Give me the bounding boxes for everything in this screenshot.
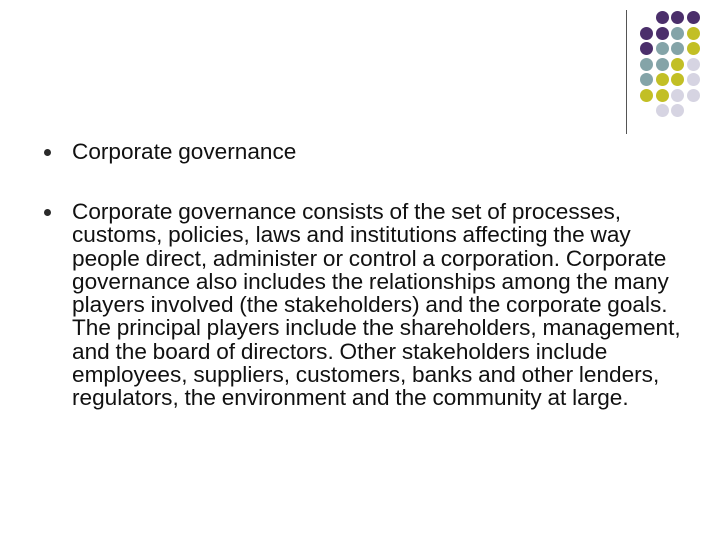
decorative-dot <box>687 11 700 24</box>
vertical-divider <box>626 10 627 134</box>
decorative-dot <box>640 42 653 55</box>
decorative-dot <box>687 58 700 71</box>
decorative-dot <box>687 89 700 102</box>
decorative-dot <box>671 27 684 40</box>
decorative-dot <box>671 73 684 86</box>
decorative-dot <box>687 73 700 86</box>
bullet-icon <box>44 209 51 216</box>
decorative-dot <box>671 11 684 24</box>
decorative-dot <box>671 42 684 55</box>
bullet-text: Corporate governance consists of the set of processes, customs, policies, laws and institutions affecting the way people direct, administer or control a corporation. Corporate governance also includes the relationships among the many players involved (the stakeholders) and the corporate goals. The principal players include the shareholders, management, and the board of directors. Other stakeholders include employees, suppliers, customers, banks and other lenders, regulators, the environment and the community at large. <box>72 199 681 411</box>
decorative-dot <box>656 89 669 102</box>
bullet-icon <box>44 149 51 156</box>
decorative-dot <box>640 89 653 102</box>
decorative-dot <box>671 104 684 117</box>
decorative-dot <box>656 27 669 40</box>
decorative-dot <box>656 104 669 117</box>
decorative-dot <box>656 11 669 24</box>
bullet-item-title <box>72 140 682 163</box>
decorative-dot <box>671 58 684 71</box>
decorative-dot <box>640 58 653 71</box>
bullet-text: Corporate governance <box>72 139 297 164</box>
decorative-dot <box>656 73 669 86</box>
decorative-dot <box>640 73 653 86</box>
decorative-dot <box>671 89 684 102</box>
decorative-dot <box>656 42 669 55</box>
bullet-item-definition <box>72 200 682 410</box>
decorative-dot <box>687 42 700 55</box>
decorative-dot <box>656 58 669 71</box>
decorative-dot <box>640 27 653 40</box>
decorative-dot <box>687 27 700 40</box>
